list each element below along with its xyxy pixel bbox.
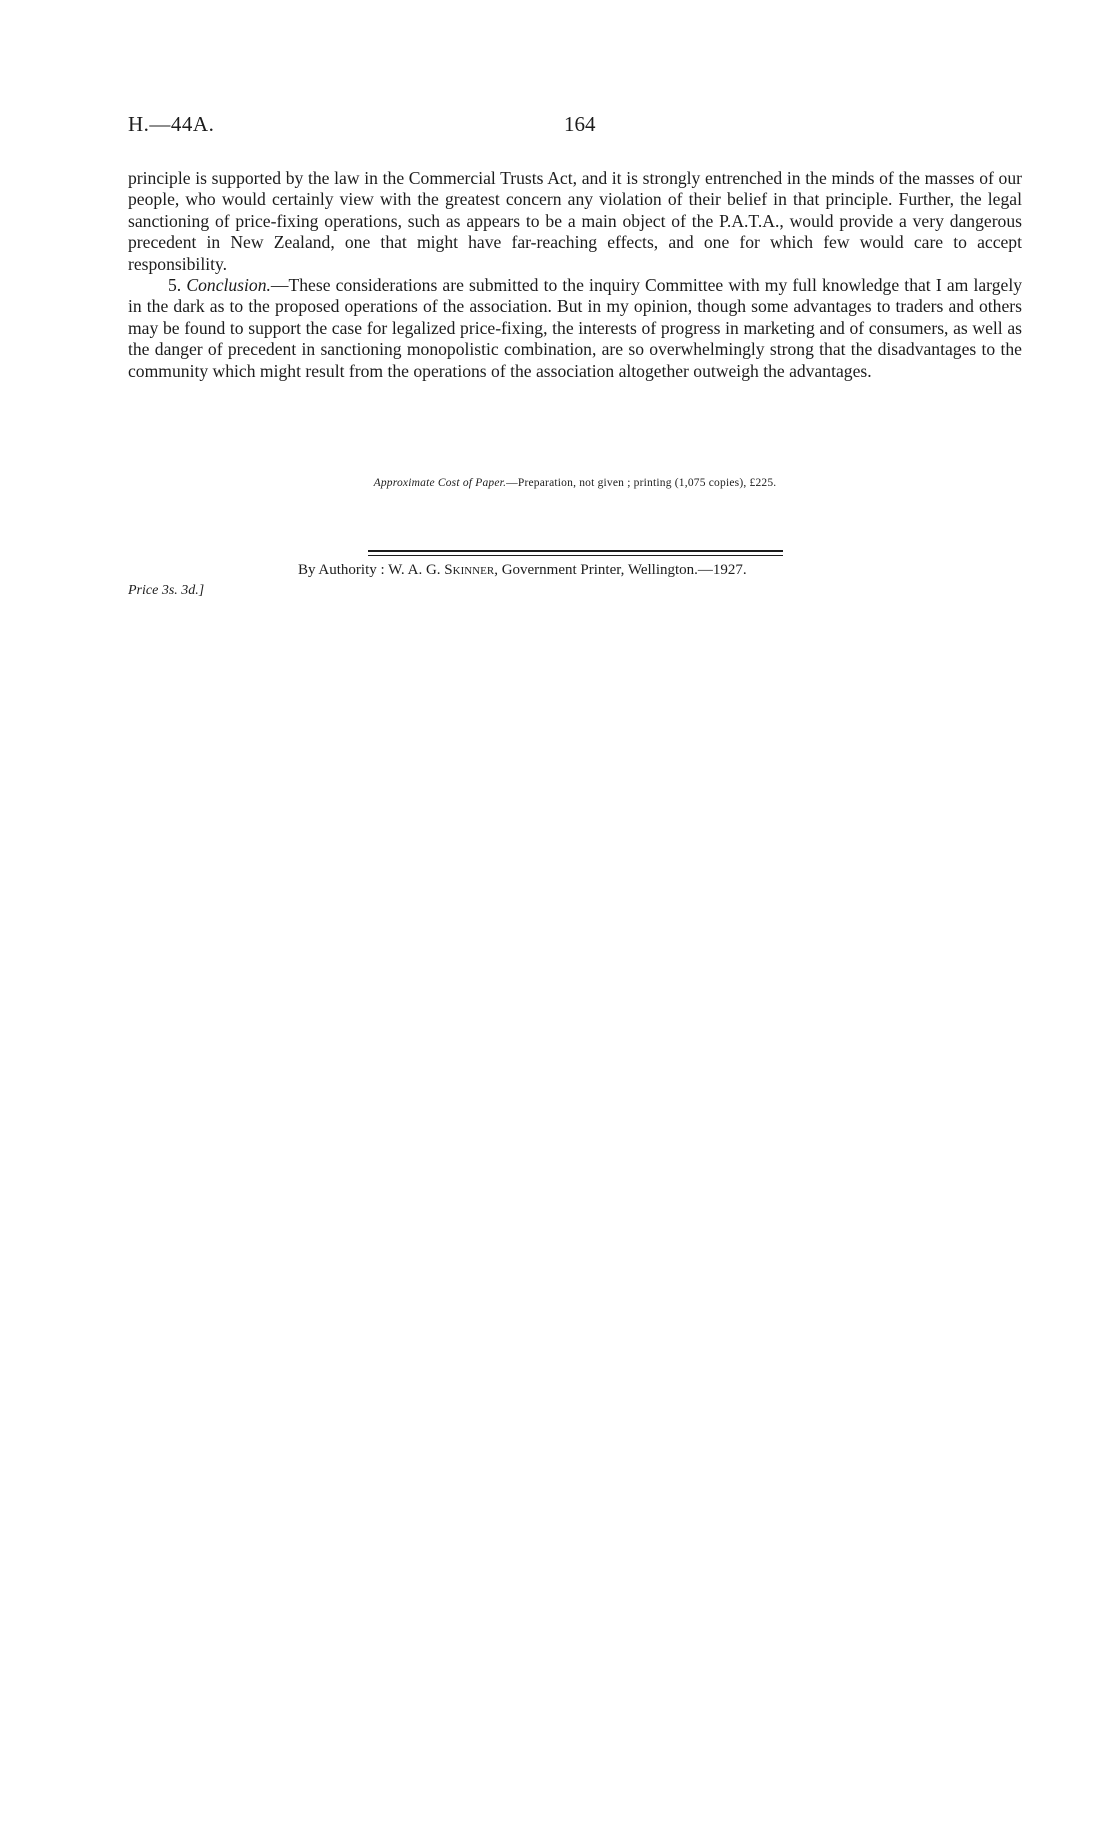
authority-suffix: , Government Printer, Wellington.—1927. (494, 562, 747, 578)
cost-note-label: Approximate Cost of Paper. (373, 477, 507, 489)
paragraph-continuation: principle is supported by the law in the Commercial Trusts Act, and it is strongly entrenched in the minds of the masses of our people, who would certainly view with the greatest concern any violation of their belief in that principle. Further, the legal sanctioning of price-fixing operations, such as appears to be a main object of the P.A.T.A., would provide a very dangerous precedent in New Zealand, one that might have far-reaching effects, and one for which few would care to accept responsibility. (128, 168, 1022, 274)
paragraph-heading: Conclusion. (186, 275, 271, 296)
printer-name: Skinner (444, 562, 495, 578)
printer-authority (298, 562, 747, 579)
paragraph-conclusion (128, 275, 1022, 382)
paragraph-number: 5. (168, 275, 182, 296)
page-header (128, 112, 1028, 142)
body-text (128, 168, 1022, 382)
footer-rule (368, 550, 783, 552)
document-reference: H.—44A. (128, 112, 215, 136)
cost-note-text: —Preparation, not given ; printing (1,075 copies), £225. (506, 477, 777, 489)
price: Price 3s. 3d.] (128, 583, 205, 598)
cost-note (128, 477, 1022, 489)
page-number: 164 (564, 112, 596, 136)
paragraph-text: —These considerations are submitted to the inquiry Committee with my full knowledge that I am largely in the dark as to the proposed operations of the association. But in my opinion, though some advantages to traders and others may be found to support the case for legalized price-fixing, the interests of progress in marketing and of consumers, as well as the danger of precedent in sanctioning monopolistic combination, are so overwhelmingly strong that the disadvantages to the community which might result from the operations of the association altogether outweigh the advantages. (128, 275, 1023, 381)
authority-prefix: By Authority : W. A. G. (298, 562, 441, 578)
footer-rule-thin (368, 555, 783, 556)
